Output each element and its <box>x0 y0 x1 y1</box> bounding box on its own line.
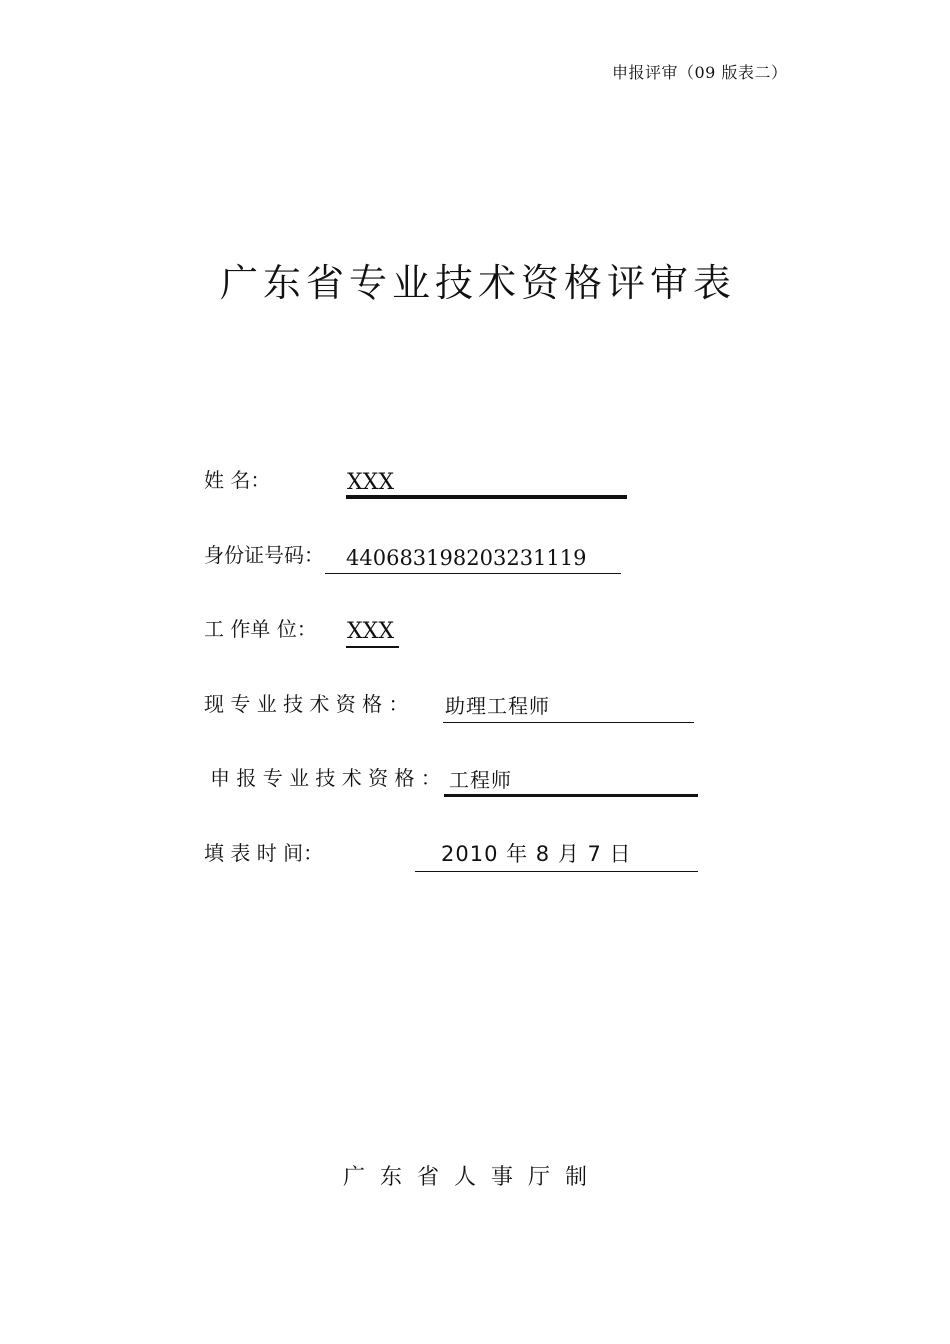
employer-underline <box>346 646 399 648</box>
current-qualification-label: 现 专 业 技 术 资 格 ： <box>204 692 409 716</box>
fill-date-label: 填 表 时 间： <box>204 841 324 865</box>
name-label: 姓 名： <box>204 468 271 492</box>
current-qualification-underline <box>443 722 694 723</box>
fill-date-underline <box>415 871 698 872</box>
id-number-value: 440683198203231119 <box>346 546 587 570</box>
employer-value: XXX <box>347 619 394 644</box>
employer-row <box>204 612 634 648</box>
employer-label: 工 作单 位： <box>204 617 317 641</box>
fill-date-row <box>204 836 704 872</box>
current-qualification-value: 助理工程师 <box>445 694 550 718</box>
page-title: 广东省专业技术资格评审表 <box>220 261 737 305</box>
id-number-label: 身份证号码： <box>204 543 324 567</box>
applied-qualification-underline <box>444 794 698 797</box>
applied-qualification-value: 工程师 <box>449 768 512 792</box>
id-number-row <box>204 538 634 574</box>
fill-date-value: 2010 年 8 月 7 日 <box>441 842 632 866</box>
name-value: XXX <box>347 470 394 495</box>
issuer-footer: 广东省人事厅制 <box>343 1165 603 1190</box>
applied-qualification-label: 申 报 专 业 技 术 资 格 ： <box>210 766 441 790</box>
applied-qualification-row <box>204 761 704 797</box>
id-number-underline <box>325 573 621 574</box>
name-row <box>204 463 634 499</box>
form-code: 申报评审（09 版表二） <box>612 63 788 82</box>
name-underline <box>346 495 627 499</box>
current-qualification-row <box>204 687 704 723</box>
